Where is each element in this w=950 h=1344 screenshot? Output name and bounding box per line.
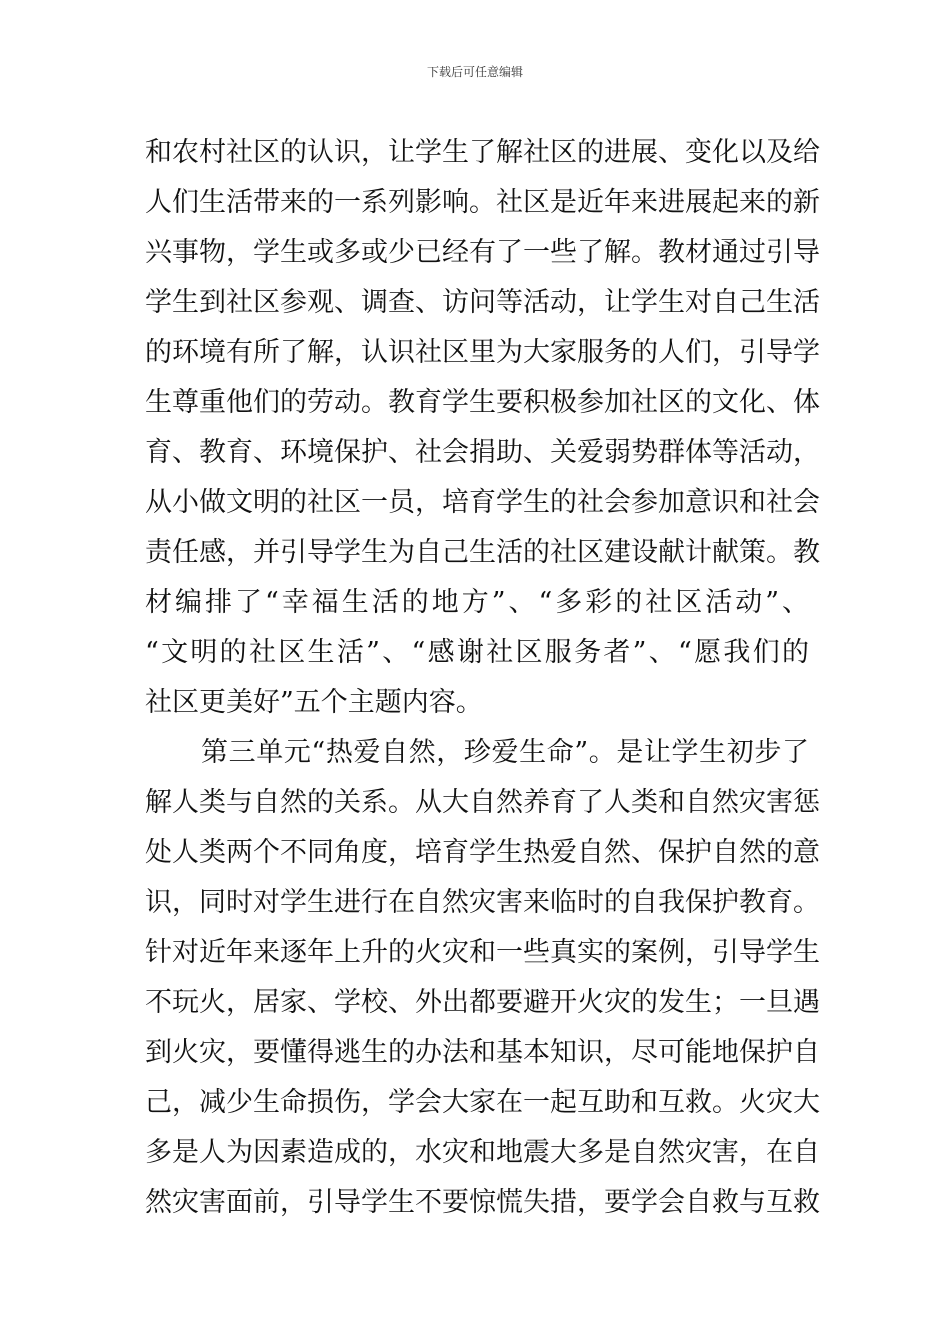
text-line: 识，同时对学生进行在自然灾害来临时的自我保护教育。	[145, 887, 820, 918]
text-line: 不玩火，居家、学校、外出都要避开火灾的发生；一旦遇	[145, 987, 820, 1018]
text-line: 兴事物，学生或多或少已经有了一些了解。教材通过引导	[145, 237, 820, 268]
text-line: 己，减少生命损伤，学会大家在一起互助和互救。火灾大	[145, 1087, 820, 1118]
text-line: 材编排了“幸福生活的地方”、“多彩的社区活动”、	[145, 587, 809, 618]
text-line: 解人类与自然的关系。从大自然养育了人类和自然灾害惩	[145, 787, 820, 818]
text-line: 育、教育、环境保护、社会捐助、关爱弱势群体等活动，	[145, 437, 820, 468]
text-line: 针对近年来逐年上升的火灾和一些真实的案例，引导学生	[145, 937, 820, 968]
text-line: 多是人为因素造成的，水灾和地震大多是自然灾害，在自	[145, 1137, 820, 1168]
text-line: 的环境有所了解，认识社区里为大家服务的人们，引导学	[145, 337, 820, 368]
text-line: 人们生活带来的一系列影响。社区是近年来进展起来的新	[145, 187, 820, 218]
text-line: 从小做文明的社区一员，培育学生的社会参加意识和社会	[145, 487, 820, 518]
text-line: 学生到社区参观、调查、访问等活动，让学生对自己生活	[145, 287, 820, 318]
paragraph-first-line: 第三单元“热爱自然，珍爱生命”。是让学生初步了	[201, 737, 809, 768]
page-header: 下载后可任意编辑	[426, 65, 523, 79]
text-line: 责任感，并引导学生为自己生活的社区建设献计献策。教	[145, 537, 820, 568]
text-line: 生尊重他们的劳动。教育学生要积极参加社区的文化、体	[145, 387, 820, 418]
text-line: 然灾害面前，引导学生不要惊慌失措，要学会自救与互救	[145, 1187, 820, 1218]
text-line: 到火灾，要懂得逃生的办法和基本知识，尽可能地保护自	[145, 1037, 820, 1068]
text-line: “文明的社区生活”、“感谢社区服务者”、“愿我们的	[145, 637, 809, 668]
text-line: 处人类两个不同角度，培育学生热爱自然、保护自然的意	[145, 837, 820, 868]
text-line: 社区更美好”五个主题内容。	[145, 687, 483, 718]
text-line: 和农村社区的认识，让学生了解社区的进展、变化以及给	[145, 137, 820, 168]
document-body	[145, 128, 820, 1228]
